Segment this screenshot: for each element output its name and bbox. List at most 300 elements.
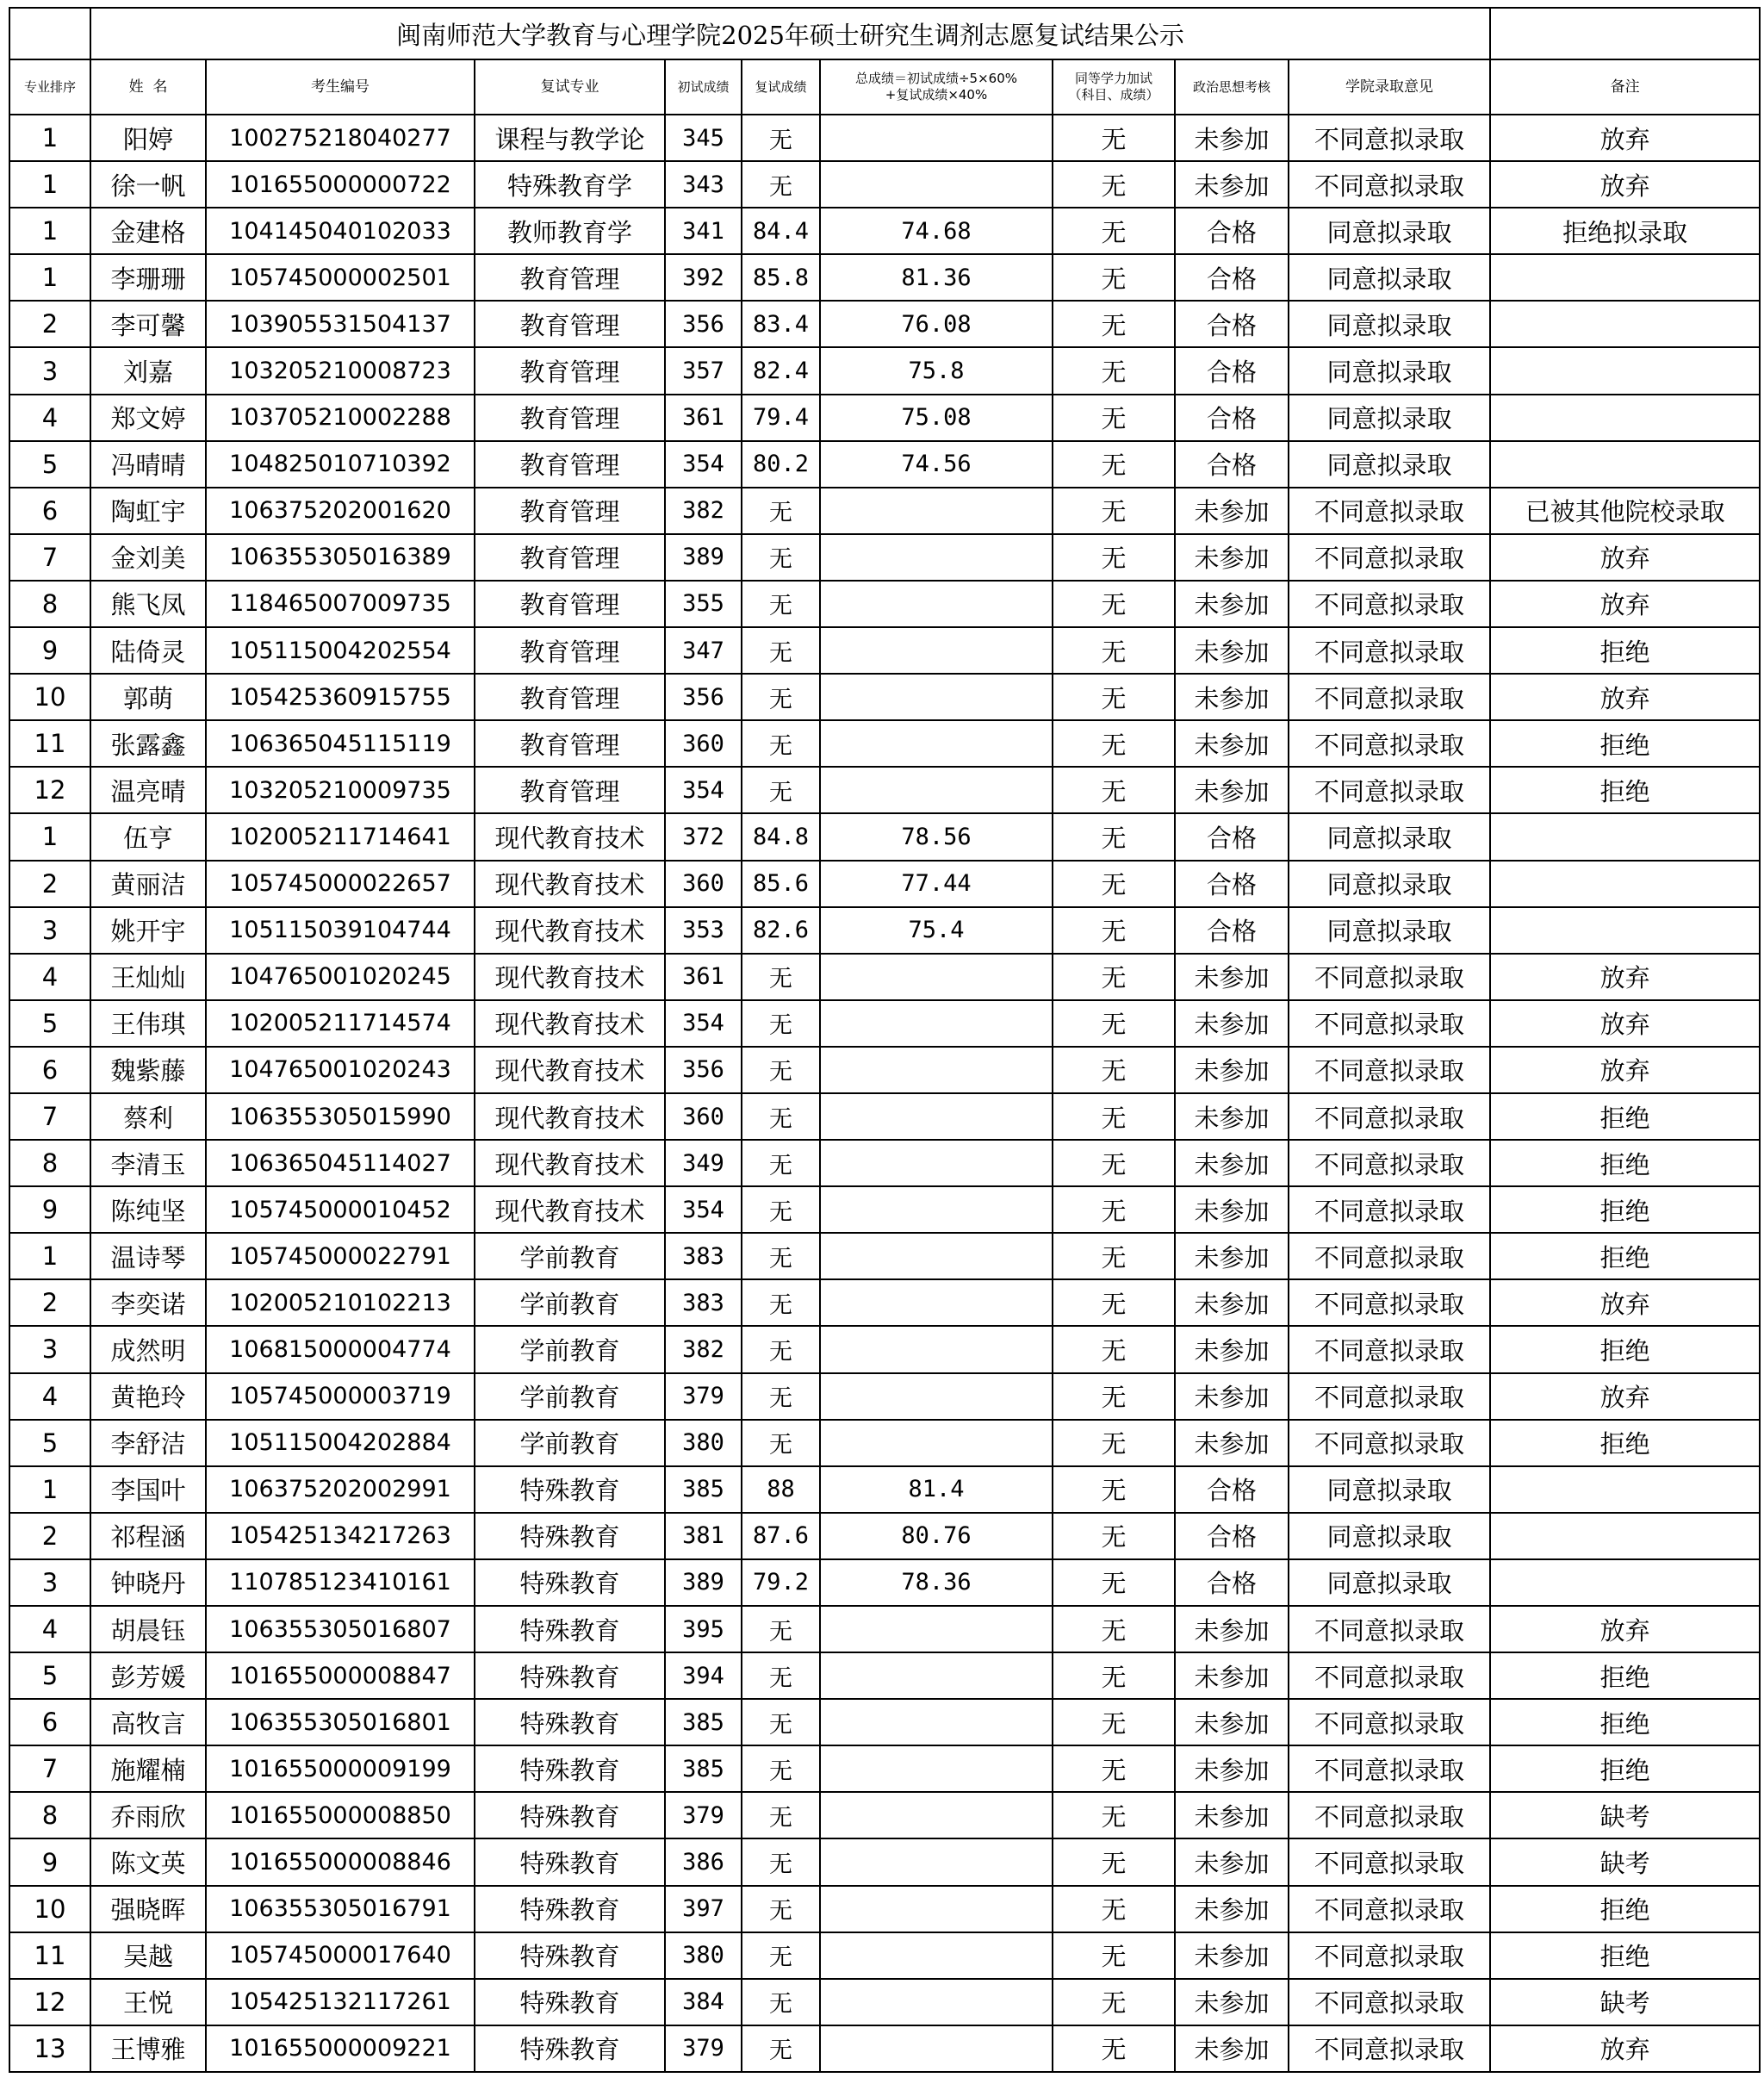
total-score-cell bbox=[820, 1047, 1053, 1093]
rank-cell: 4 bbox=[9, 1606, 90, 1652]
initial-score-cell: 356 bbox=[665, 301, 742, 347]
extra-test-cell: 无 bbox=[1053, 861, 1175, 907]
header-retest: 复试成绩 bbox=[742, 59, 820, 115]
table-row bbox=[9, 1606, 1760, 1652]
rank-cell: 8 bbox=[9, 1140, 90, 1186]
exam-id-cell: 101655000000722 bbox=[206, 161, 475, 208]
extra-test-cell: 无 bbox=[1053, 674, 1175, 720]
remark-cell bbox=[1490, 347, 1760, 394]
initial-score-cell: 385 bbox=[665, 1745, 742, 1792]
header-row bbox=[9, 59, 1760, 115]
political-check-cell: 合格 bbox=[1175, 441, 1289, 488]
retest-score-cell: 79.4 bbox=[742, 395, 820, 441]
table-body bbox=[9, 115, 1760, 2072]
retest-score-cell: 无 bbox=[742, 1652, 820, 1699]
title-row bbox=[9, 8, 1760, 59]
total-score-cell bbox=[820, 1886, 1053, 1932]
retest-score-cell: 80.2 bbox=[742, 441, 820, 488]
total-score-cell bbox=[820, 767, 1053, 813]
retest-score-cell: 无 bbox=[742, 1886, 820, 1932]
remark-cell bbox=[1490, 907, 1760, 954]
political-check-cell: 未参加 bbox=[1175, 115, 1289, 161]
retest-score-cell: 无 bbox=[742, 1000, 820, 1047]
total-score-cell bbox=[820, 674, 1053, 720]
retest-score-cell: 87.6 bbox=[742, 1513, 820, 1559]
initial-score-cell: 372 bbox=[665, 813, 742, 860]
name-cell: 冯晴晴 bbox=[90, 441, 206, 488]
extra-test-cell: 无 bbox=[1053, 208, 1175, 254]
rank-cell: 7 bbox=[9, 1745, 90, 1792]
major-cell: 现代教育技术 bbox=[475, 1093, 665, 1140]
remark-cell bbox=[1490, 1466, 1760, 1513]
table-row bbox=[9, 1886, 1760, 1932]
table-row bbox=[9, 1745, 1760, 1792]
rank-cell: 1 bbox=[9, 813, 90, 860]
remark-cell: 放弃 bbox=[1490, 581, 1760, 627]
initial-score-cell: 353 bbox=[665, 907, 742, 954]
table-row bbox=[9, 1326, 1760, 1372]
political-check-cell: 合格 bbox=[1175, 347, 1289, 394]
exam-id-cell: 105745000003719 bbox=[206, 1373, 475, 1420]
name-cell: 黄艳玲 bbox=[90, 1373, 206, 1420]
admission-opinion-cell: 同意拟录取 bbox=[1289, 395, 1490, 441]
extra-test-cell: 无 bbox=[1053, 2025, 1175, 2072]
table-row bbox=[9, 627, 1760, 674]
initial-score-cell: 345 bbox=[665, 115, 742, 161]
initial-score-cell: 361 bbox=[665, 954, 742, 1000]
name-cell: 蔡利 bbox=[90, 1093, 206, 1140]
results-table bbox=[9, 7, 1761, 2073]
remark-cell: 放弃 bbox=[1490, 115, 1760, 161]
total-score-cell bbox=[820, 581, 1053, 627]
remark-cell: 放弃 bbox=[1490, 1000, 1760, 1047]
major-cell: 教育管理 bbox=[475, 395, 665, 441]
total-score-cell: 81.36 bbox=[820, 254, 1053, 301]
admission-opinion-cell: 不同意拟录取 bbox=[1289, 720, 1490, 767]
rank-cell: 2 bbox=[9, 1279, 90, 1326]
table-row bbox=[9, 1279, 1760, 1326]
extra-test-cell: 无 bbox=[1053, 1886, 1175, 1932]
total-score-cell bbox=[820, 1420, 1053, 1466]
extra-test-cell: 无 bbox=[1053, 767, 1175, 813]
admission-opinion-cell: 不同意拟录取 bbox=[1289, 1699, 1490, 1745]
political-check-cell: 未参加 bbox=[1175, 1000, 1289, 1047]
retest-score-cell: 无 bbox=[742, 1373, 820, 1420]
table-row bbox=[9, 1699, 1760, 1745]
remark-cell: 拒绝 bbox=[1490, 1652, 1760, 1699]
admission-opinion-cell: 不同意拟录取 bbox=[1289, 1047, 1490, 1093]
total-score-cell bbox=[820, 1932, 1053, 1979]
political-check-cell: 未参加 bbox=[1175, 1979, 1289, 2025]
extra-test-cell: 无 bbox=[1053, 581, 1175, 627]
extra-test-cell: 无 bbox=[1053, 395, 1175, 441]
major-cell: 现代教育技术 bbox=[475, 861, 665, 907]
exam-id-cell: 102005211714574 bbox=[206, 1000, 475, 1047]
remark-cell bbox=[1490, 1559, 1760, 1606]
name-cell: 金建格 bbox=[90, 208, 206, 254]
rank-cell: 6 bbox=[9, 1047, 90, 1093]
exam-id-cell: 105745000010452 bbox=[206, 1186, 475, 1233]
retest-score-cell: 83.4 bbox=[742, 301, 820, 347]
name-cell: 李奕诺 bbox=[90, 1279, 206, 1326]
exam-id-cell: 106375202002991 bbox=[206, 1466, 475, 1513]
remark-cell bbox=[1490, 1513, 1760, 1559]
retest-score-cell: 无 bbox=[742, 1233, 820, 1279]
major-cell: 教育管理 bbox=[475, 581, 665, 627]
exam-id-cell: 105425360915755 bbox=[206, 674, 475, 720]
rank-cell: 9 bbox=[9, 627, 90, 674]
retest-score-cell: 无 bbox=[742, 1093, 820, 1140]
admission-opinion-cell: 同意拟录取 bbox=[1289, 441, 1490, 488]
exam-id-cell: 105425132117261 bbox=[206, 1979, 475, 2025]
exam-id-cell: 101655000008847 bbox=[206, 1652, 475, 1699]
total-score-cell bbox=[820, 1838, 1053, 1885]
rank-cell: 13 bbox=[9, 2025, 90, 2072]
admission-opinion-cell: 同意拟录取 bbox=[1289, 1466, 1490, 1513]
extra-test-cell: 无 bbox=[1053, 1279, 1175, 1326]
name-cell: 施耀楠 bbox=[90, 1745, 206, 1792]
extra-test-cell: 无 bbox=[1053, 161, 1175, 208]
admission-opinion-cell: 不同意拟录取 bbox=[1289, 2025, 1490, 2072]
political-check-cell: 未参加 bbox=[1175, 1140, 1289, 1186]
initial-score-cell: 394 bbox=[665, 1652, 742, 1699]
major-cell: 教育管理 bbox=[475, 674, 665, 720]
admission-opinion-cell: 不同意拟录取 bbox=[1289, 1652, 1490, 1699]
rank-cell: 5 bbox=[9, 1420, 90, 1466]
admission-opinion-cell: 不同意拟录取 bbox=[1289, 1745, 1490, 1792]
exam-id-cell: 106365045115119 bbox=[206, 720, 475, 767]
total-score-cell bbox=[820, 1140, 1053, 1186]
extra-test-cell: 无 bbox=[1053, 1606, 1175, 1652]
total-score-cell bbox=[820, 1792, 1053, 1838]
political-check-cell: 未参加 bbox=[1175, 1792, 1289, 1838]
rank-cell: 11 bbox=[9, 1932, 90, 1979]
political-check-cell: 未参加 bbox=[1175, 1699, 1289, 1745]
name-cell: 高牧言 bbox=[90, 1699, 206, 1745]
total-score-cell bbox=[820, 1186, 1053, 1233]
remark-cell: 拒绝 bbox=[1490, 767, 1760, 813]
table-row bbox=[9, 1420, 1760, 1466]
table-row bbox=[9, 1093, 1760, 1140]
major-cell: 特殊教育 bbox=[475, 1513, 665, 1559]
exam-id-cell: 100275218040277 bbox=[206, 115, 475, 161]
political-check-cell: 未参加 bbox=[1175, 581, 1289, 627]
political-check-cell: 合格 bbox=[1175, 208, 1289, 254]
initial-score-cell: 380 bbox=[665, 1420, 742, 1466]
exam-id-cell: 104765001020243 bbox=[206, 1047, 475, 1093]
retest-score-cell: 82.4 bbox=[742, 347, 820, 394]
initial-score-cell: 395 bbox=[665, 1606, 742, 1652]
retest-score-cell: 无 bbox=[742, 534, 820, 581]
admission-opinion-cell: 不同意拟录取 bbox=[1289, 1140, 1490, 1186]
major-cell: 特殊教育 bbox=[475, 1792, 665, 1838]
remark-cell: 拒绝 bbox=[1490, 1233, 1760, 1279]
name-cell: 李舒洁 bbox=[90, 1420, 206, 1466]
admission-opinion-cell: 同意拟录取 bbox=[1289, 347, 1490, 394]
table-row bbox=[9, 581, 1760, 627]
exam-id-cell: 103705210002288 bbox=[206, 395, 475, 441]
major-cell: 现代教育技术 bbox=[475, 1186, 665, 1233]
extra-test-cell: 无 bbox=[1053, 441, 1175, 488]
total-score-cell: 81.4 bbox=[820, 1466, 1053, 1513]
remark-cell: 放弃 bbox=[1490, 1047, 1760, 1093]
table-row bbox=[9, 208, 1760, 254]
remark-cell: 放弃 bbox=[1490, 534, 1760, 581]
table-row bbox=[9, 1233, 1760, 1279]
name-cell: 王伟琪 bbox=[90, 1000, 206, 1047]
table-row bbox=[9, 161, 1760, 208]
extra-test-cell: 无 bbox=[1053, 1047, 1175, 1093]
header-total-line1: 总成绩＝初试成绩÷5×60% bbox=[854, 71, 1018, 86]
admission-opinion-cell: 不同意拟录取 bbox=[1289, 161, 1490, 208]
initial-score-cell: 357 bbox=[665, 347, 742, 394]
major-cell: 特殊教育 bbox=[475, 1652, 665, 1699]
table-row bbox=[9, 1792, 1760, 1838]
header-extra-line2: （科目、成绩） bbox=[1068, 87, 1159, 103]
major-cell: 现代教育技术 bbox=[475, 954, 665, 1000]
total-score-cell: 80.76 bbox=[820, 1513, 1053, 1559]
extra-test-cell: 无 bbox=[1053, 1186, 1175, 1233]
political-check-cell: 未参加 bbox=[1175, 1886, 1289, 1932]
political-check-cell: 合格 bbox=[1175, 1466, 1289, 1513]
major-cell: 特殊教育 bbox=[475, 1466, 665, 1513]
extra-test-cell: 无 bbox=[1053, 1652, 1175, 1699]
exam-id-cell: 106365045114027 bbox=[206, 1140, 475, 1186]
initial-score-cell: 354 bbox=[665, 1000, 742, 1047]
major-cell: 教育管理 bbox=[475, 767, 665, 813]
initial-score-cell: 380 bbox=[665, 1932, 742, 1979]
name-cell: 王灿灿 bbox=[90, 954, 206, 1000]
exam-id-cell: 106815000004774 bbox=[206, 1326, 475, 1372]
header-total bbox=[820, 59, 1053, 115]
initial-score-cell: 392 bbox=[665, 254, 742, 301]
name-cell: 温诗琴 bbox=[90, 1233, 206, 1279]
admission-opinion-cell: 不同意拟录取 bbox=[1289, 1792, 1490, 1838]
table-row bbox=[9, 1140, 1760, 1186]
retest-score-cell: 84.4 bbox=[742, 208, 820, 254]
initial-score-cell: 386 bbox=[665, 1838, 742, 1885]
major-cell: 现代教育技术 bbox=[475, 1000, 665, 1047]
major-cell: 教育管理 bbox=[475, 488, 665, 534]
exam-id-cell: 103905531504137 bbox=[206, 301, 475, 347]
remark-cell bbox=[1490, 395, 1760, 441]
political-check-cell: 未参加 bbox=[1175, 1932, 1289, 1979]
rank-cell: 6 bbox=[9, 1699, 90, 1745]
name-cell: 李可馨 bbox=[90, 301, 206, 347]
rank-cell: 2 bbox=[9, 301, 90, 347]
admission-opinion-cell: 同意拟录取 bbox=[1289, 208, 1490, 254]
exam-id-cell: 106355305016807 bbox=[206, 1606, 475, 1652]
major-cell: 教育管理 bbox=[475, 534, 665, 581]
extra-test-cell: 无 bbox=[1053, 1140, 1175, 1186]
exam-id-cell: 105115039104744 bbox=[206, 907, 475, 954]
header-opinion: 学院录取意见 bbox=[1289, 59, 1490, 115]
name-cell: 王悦 bbox=[90, 1979, 206, 2025]
major-cell: 特殊教育 bbox=[475, 1932, 665, 1979]
remark-cell: 拒绝拟录取 bbox=[1490, 208, 1760, 254]
initial-score-cell: 382 bbox=[665, 488, 742, 534]
exam-id-cell: 105745000002501 bbox=[206, 254, 475, 301]
admission-opinion-cell: 不同意拟录取 bbox=[1289, 767, 1490, 813]
political-check-cell: 未参加 bbox=[1175, 1047, 1289, 1093]
total-score-cell bbox=[820, 488, 1053, 534]
political-check-cell: 未参加 bbox=[1175, 1838, 1289, 1885]
extra-test-cell: 无 bbox=[1053, 347, 1175, 394]
initial-score-cell: 383 bbox=[665, 1233, 742, 1279]
retest-score-cell: 无 bbox=[742, 1745, 820, 1792]
table-row bbox=[9, 1047, 1760, 1093]
retest-score-cell: 无 bbox=[742, 2025, 820, 2072]
political-check-cell: 未参加 bbox=[1175, 674, 1289, 720]
total-score-cell bbox=[820, 161, 1053, 208]
retest-score-cell: 无 bbox=[742, 1792, 820, 1838]
remark-cell: 拒绝 bbox=[1490, 1745, 1760, 1792]
name-cell: 陈纯坚 bbox=[90, 1186, 206, 1233]
exam-id-cell: 102005210102213 bbox=[206, 1279, 475, 1326]
header-remark: 备注 bbox=[1490, 59, 1760, 115]
total-score-cell bbox=[820, 2025, 1053, 2072]
total-score-cell: 75.4 bbox=[820, 907, 1053, 954]
exam-id-cell: 106355305016791 bbox=[206, 1886, 475, 1932]
political-check-cell: 未参加 bbox=[1175, 488, 1289, 534]
exam-id-cell: 101655000009199 bbox=[206, 1745, 475, 1792]
initial-score-cell: 361 bbox=[665, 395, 742, 441]
total-score-cell: 78.56 bbox=[820, 813, 1053, 860]
political-check-cell: 未参加 bbox=[1175, 1373, 1289, 1420]
rank-cell: 2 bbox=[9, 1513, 90, 1559]
exam-id-cell: 101655000009221 bbox=[206, 2025, 475, 2072]
header-major: 复试专业 bbox=[475, 59, 665, 115]
table-row bbox=[9, 907, 1760, 954]
admission-opinion-cell: 不同意拟录取 bbox=[1289, 115, 1490, 161]
political-check-cell: 未参加 bbox=[1175, 1606, 1289, 1652]
extra-test-cell: 无 bbox=[1053, 1093, 1175, 1140]
political-check-cell: 未参加 bbox=[1175, 161, 1289, 208]
name-cell: 陆倚灵 bbox=[90, 627, 206, 674]
admission-opinion-cell: 不同意拟录取 bbox=[1289, 1000, 1490, 1047]
admission-opinion-cell: 不同意拟录取 bbox=[1289, 1420, 1490, 1466]
admission-opinion-cell: 不同意拟录取 bbox=[1289, 1838, 1490, 1885]
major-cell: 学前教育 bbox=[475, 1279, 665, 1326]
rank-cell: 11 bbox=[9, 720, 90, 767]
table-row bbox=[9, 1466, 1760, 1513]
rank-cell: 6 bbox=[9, 488, 90, 534]
table-row bbox=[9, 1559, 1760, 1606]
political-check-cell: 未参加 bbox=[1175, 1652, 1289, 1699]
initial-score-cell: 379 bbox=[665, 1373, 742, 1420]
retest-score-cell: 无 bbox=[742, 488, 820, 534]
rank-cell: 2 bbox=[9, 861, 90, 907]
retest-score-cell: 无 bbox=[742, 674, 820, 720]
political-check-cell: 未参加 bbox=[1175, 1420, 1289, 1466]
political-check-cell: 未参加 bbox=[1175, 1279, 1289, 1326]
initial-score-cell: 383 bbox=[665, 1279, 742, 1326]
total-score-cell: 75.08 bbox=[820, 395, 1053, 441]
name-cell: 金刘美 bbox=[90, 534, 206, 581]
major-cell: 特殊教育 bbox=[475, 1745, 665, 1792]
total-score-cell: 74.56 bbox=[820, 441, 1053, 488]
header-rank: 专业排序 bbox=[9, 59, 90, 115]
name-cell: 阳婷 bbox=[90, 115, 206, 161]
table-row bbox=[9, 2025, 1760, 2072]
rank-cell: 7 bbox=[9, 534, 90, 581]
admission-opinion-cell: 不同意拟录取 bbox=[1289, 1093, 1490, 1140]
name-cell: 成然明 bbox=[90, 1326, 206, 1372]
remark-cell: 拒绝 bbox=[1490, 1093, 1760, 1140]
major-cell: 学前教育 bbox=[475, 1326, 665, 1372]
major-cell: 教师教育学 bbox=[475, 208, 665, 254]
retest-score-cell: 82.6 bbox=[742, 907, 820, 954]
major-cell: 教育管理 bbox=[475, 301, 665, 347]
initial-score-cell: 360 bbox=[665, 1093, 742, 1140]
admission-opinion-cell: 同意拟录取 bbox=[1289, 861, 1490, 907]
retest-score-cell: 无 bbox=[742, 1186, 820, 1233]
retest-score-cell: 无 bbox=[742, 581, 820, 627]
remark-cell bbox=[1490, 441, 1760, 488]
extra-test-cell: 无 bbox=[1053, 1979, 1175, 2025]
remark-cell: 拒绝 bbox=[1490, 627, 1760, 674]
political-check-cell: 未参加 bbox=[1175, 954, 1289, 1000]
rank-cell: 8 bbox=[9, 581, 90, 627]
retest-score-cell: 无 bbox=[742, 1979, 820, 2025]
rank-cell: 3 bbox=[9, 1559, 90, 1606]
retest-score-cell: 无 bbox=[742, 1140, 820, 1186]
political-check-cell: 未参加 bbox=[1175, 2025, 1289, 2072]
political-check-cell: 未参加 bbox=[1175, 767, 1289, 813]
header-extra bbox=[1053, 59, 1175, 115]
retest-score-cell: 无 bbox=[742, 1606, 820, 1652]
extra-test-cell: 无 bbox=[1053, 301, 1175, 347]
retest-score-cell: 无 bbox=[742, 1279, 820, 1326]
total-score-cell bbox=[820, 1979, 1053, 2025]
header-political: 政治思想考核 bbox=[1175, 59, 1289, 115]
retest-score-cell: 无 bbox=[742, 115, 820, 161]
political-check-cell: 未参加 bbox=[1175, 627, 1289, 674]
extra-test-cell: 无 bbox=[1053, 720, 1175, 767]
exam-id-cell: 106375202001620 bbox=[206, 488, 475, 534]
exam-id-cell: 105115004202554 bbox=[206, 627, 475, 674]
political-check-cell: 合格 bbox=[1175, 813, 1289, 860]
name-cell: 彭芳媛 bbox=[90, 1652, 206, 1699]
retest-score-cell: 无 bbox=[742, 954, 820, 1000]
major-cell: 特殊教育 bbox=[475, 1979, 665, 2025]
major-cell: 特殊教育 bbox=[475, 1606, 665, 1652]
exam-id-cell: 102005211714641 bbox=[206, 813, 475, 860]
table-row bbox=[9, 1838, 1760, 1885]
header-extra-line1: 同等学力加试 bbox=[1074, 71, 1152, 86]
extra-test-cell: 无 bbox=[1053, 1838, 1175, 1885]
total-score-cell bbox=[820, 534, 1053, 581]
initial-score-cell: 384 bbox=[665, 1979, 742, 2025]
rank-cell: 3 bbox=[9, 907, 90, 954]
exam-id-cell: 101655000008846 bbox=[206, 1838, 475, 1885]
admission-opinion-cell: 不同意拟录取 bbox=[1289, 1932, 1490, 1979]
initial-score-cell: 381 bbox=[665, 1513, 742, 1559]
total-score-cell bbox=[820, 1745, 1053, 1792]
major-cell: 特殊教育 bbox=[475, 1559, 665, 1606]
header-initial: 初试成绩 bbox=[665, 59, 742, 115]
initial-score-cell: 355 bbox=[665, 581, 742, 627]
name-cell: 郭萌 bbox=[90, 674, 206, 720]
table-row bbox=[9, 767, 1760, 813]
major-cell: 现代教育技术 bbox=[475, 1140, 665, 1186]
table-row bbox=[9, 1979, 1760, 2025]
table-row bbox=[9, 720, 1760, 767]
extra-test-cell: 无 bbox=[1053, 1373, 1175, 1420]
rank-cell: 5 bbox=[9, 441, 90, 488]
political-check-cell: 未参加 bbox=[1175, 534, 1289, 581]
name-cell: 强晓晖 bbox=[90, 1886, 206, 1932]
